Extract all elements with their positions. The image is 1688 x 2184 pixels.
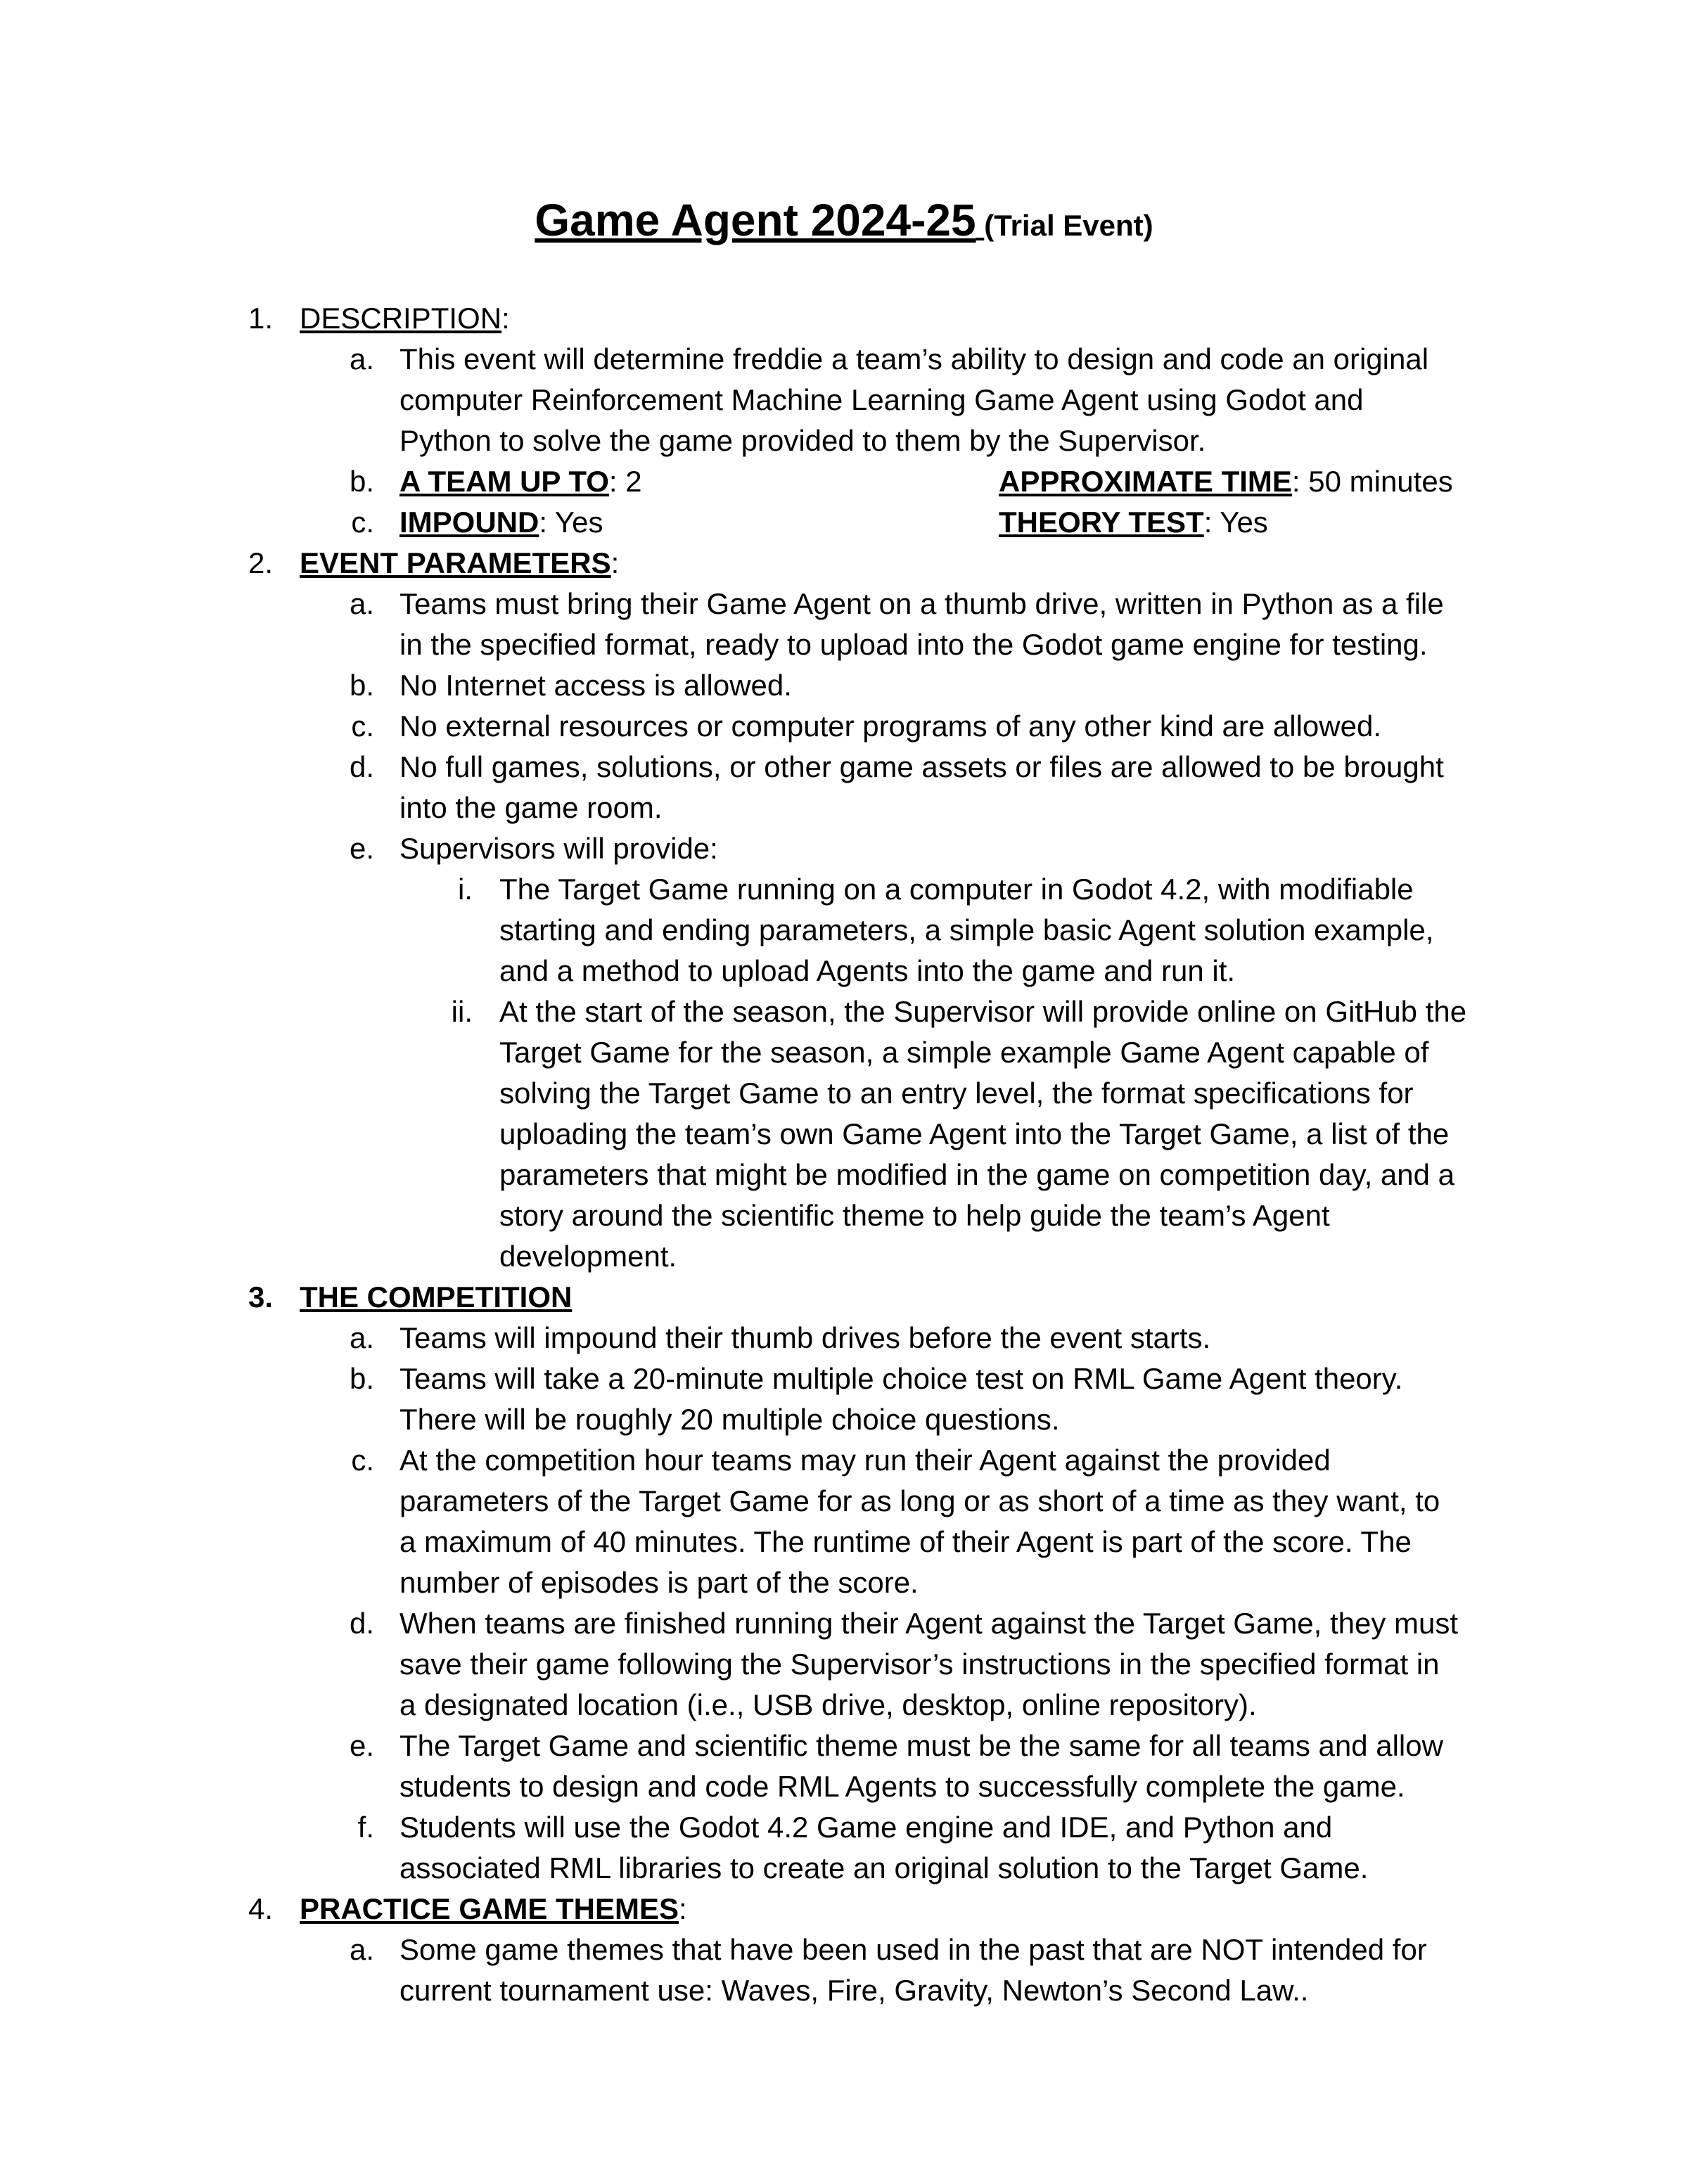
s3-c-marker: c. <box>351 1444 374 1477</box>
s3-d-line-2: save their game following the Supervisor’s instructions in the specified format in <box>399 1647 1440 1681</box>
s3-a-marker: a. <box>349 1321 374 1354</box>
title-trial: (Trial Event) <box>984 209 1153 242</box>
s2-e-ii-line-5: parameters that might be modified in the game on competition day, and a <box>499 1158 1455 1191</box>
s3-c-line-3: a maximum of 40 minutes. The runtime of their Agent is part of the score. The <box>399 1525 1412 1558</box>
s2-e-ii-line-4: uploading the team’s own Game Agent into the Target Game, a list of the <box>499 1117 1450 1150</box>
title-main: Game Agent 2024-25 <box>535 195 976 245</box>
s1-b-marker: b. <box>349 465 374 498</box>
s1-approx-time: APPROXIMATE TIME: 50 minutes <box>999 465 1453 498</box>
s2-d-marker: d. <box>349 750 374 783</box>
s2-d-line-2: into the game room. <box>399 791 663 824</box>
s3-e-line-1: The Target Game and scientific theme must be the same for all teams and allow <box>399 1729 1443 1762</box>
section-2-number: 2. <box>248 546 273 579</box>
s2-e-marker: e. <box>349 832 374 865</box>
section-3-heading: THE COMPETITION <box>300 1280 573 1313</box>
s1-c-marker: c. <box>351 506 374 539</box>
s3-c-line-2: parameters of the Target Game for as long or as short of a time as they want, to <box>399 1484 1440 1517</box>
s2-e-i-line-2: starting and ending parameters, a simple basic Agent solution example, <box>499 913 1434 946</box>
s3-b-line-2: There will be roughly 20 multiple choice questions. <box>399 1403 1060 1436</box>
s2-e-ii-line-3: solving the Target Game to an entry level, the format specifications for <box>499 1077 1414 1110</box>
s1-team-size: A TEAM UP TO: 2 <box>399 465 642 498</box>
s3-e-line-2: students to design and code RML Agents to successfully complete the game. <box>399 1770 1405 1803</box>
s3-b-line-1: Teams will take a 20-minute multiple choice test on RML Game Agent theory. <box>399 1362 1403 1395</box>
s3-c-line-1: At the competition hour teams may run their Agent against the provided <box>399 1444 1331 1477</box>
s3-d-marker: d. <box>349 1607 374 1640</box>
s1-a-line-2: computer Reinforcement Machine Learning Game Agent using Godot and <box>399 383 1364 416</box>
s2-d-line-1: No full games, solutions, or other game assets or files are allowed to be brought <box>399 750 1444 783</box>
s4-a-line-2: current tournament use: Waves, Fire, Gravity, Newton’s Second Law.. <box>399 1974 1309 2007</box>
s2-b-text: No Internet access is allowed. <box>399 669 792 702</box>
section-2-heading: EVENT PARAMETERS: <box>300 546 620 579</box>
s1-impound: IMPOUND: Yes <box>399 506 603 539</box>
s2-e-i-marker: i. <box>458 873 473 906</box>
s3-f-marker: f. <box>357 1811 374 1844</box>
s2-e-i-line-3: and a method to upload Agents into the game and run it. <box>499 954 1236 987</box>
page-title <box>0 194 1688 246</box>
title-space <box>976 209 985 242</box>
s2-a-line-2: in the specified format, ready to upload into the Godot game engine for testing. <box>399 628 1428 661</box>
s1-theory-test: THEORY TEST: Yes <box>999 506 1268 539</box>
s2-e-i-line-1: The Target Game running on a computer in Godot 4.2, with modifiable <box>499 873 1414 906</box>
s1-a-line-1: This event will determine freddie a team’s ability to design and code an original <box>399 342 1429 375</box>
s2-c-text: No external resources or computer programs of any other kind are allowed. <box>399 709 1382 743</box>
s3-d-line-1: When teams are finished running their Agent against the Target Game, they must <box>399 1607 1459 1640</box>
section-4-heading: PRACTICE GAME THEMES: <box>300 1892 687 1925</box>
s3-d-line-3: a designated location (i.e., USB drive, desktop, online repository). <box>399 1688 1257 1721</box>
s4-a-line-1: Some game themes that have been used in the past that are NOT intended for <box>399 1933 1427 1966</box>
section-1-number: 1. <box>248 302 273 335</box>
s3-a-text: Teams will impound their thumb drives before the event starts. <box>399 1321 1211 1354</box>
s1-a-line-3: Python to solve the game provided to them by the Supervisor. <box>399 424 1206 457</box>
s2-e-ii-line-6: story around the scientific theme to help guide the team’s Agent <box>499 1199 1330 1232</box>
section-1-heading: DESCRIPTION: <box>300 302 510 335</box>
s2-b-marker: b. <box>349 669 374 702</box>
s2-a-line-1: Teams must bring their Game Agent on a thumb drive, written in Python as a file <box>399 587 1444 620</box>
s2-e-ii-line-1: At the start of the season, the Supervisor will provide online on GitHub the <box>499 995 1467 1028</box>
s2-e-ii-line-7: development. <box>499 1240 677 1273</box>
s3-f-line-1: Students will use the Godot 4.2 Game engine and IDE, and Python and <box>399 1811 1333 1844</box>
s2-c-marker: c. <box>351 709 374 743</box>
s3-f-line-2: associated RML libraries to create an original solution to the Target Game. <box>399 1851 1369 1884</box>
s3-c-line-4: number of episodes is part of the score. <box>399 1566 919 1599</box>
s2-e-ii-marker: ii. <box>451 995 473 1028</box>
s3-b-marker: b. <box>349 1362 374 1395</box>
s2-a-marker: a. <box>349 587 374 620</box>
s2-e-ii-line-2: Target Game for the season, a simple example Game Agent capable of <box>499 1036 1429 1069</box>
s3-e-marker: e. <box>349 1729 374 1762</box>
s2-e-text: Supervisors will provide: <box>399 832 718 865</box>
s4-a-marker: a. <box>349 1933 374 1966</box>
s1-a-marker: a. <box>349 342 374 375</box>
section-3-number: 3. <box>248 1280 273 1313</box>
section-4-number: 4. <box>248 1892 273 1925</box>
